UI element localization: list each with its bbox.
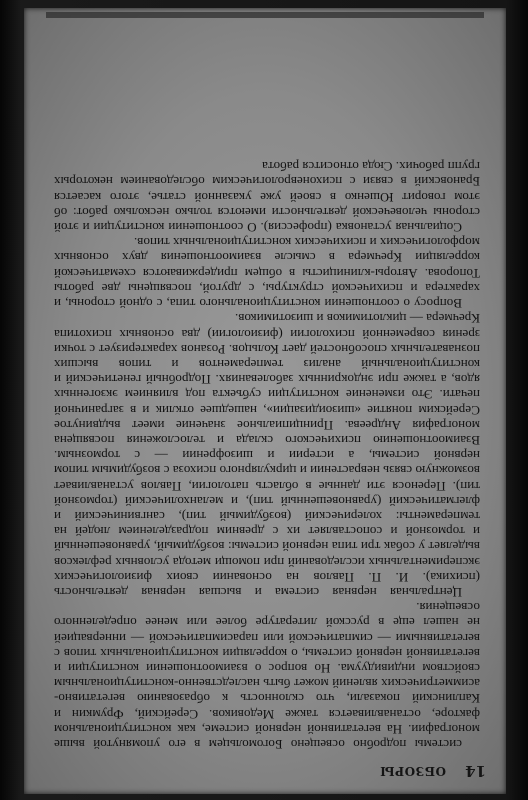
body-text [54,159,480,752]
page-number: 14 [465,762,486,780]
page-sheet [24,8,506,794]
paragraph-1: системы подробно освещено Богомольцем в его упомянутой выше монографии. На вегетативной нервной системе, как конституциональном факторе, останавливается также Медовиков. Серейский, Фрумкин и Каплинский показали, что склонность к образованию вегетативно-асимметрических явлений может быть наследственно-конституциональным свойством индивидуума. Но вопрос о взаимоотношении конституции и вегетативной нервной системы, о корреляции конституциональных типов с вегетативными — симпатической или парасимпатической — иннервацией не нашел еще в русской литературе более или менее определенного освещения. [54,600,480,752]
page-header [44,760,486,780]
paragraph-2: Центральная нервная система и высшая нервная деятельность (психика). И. П. Павлов на основании своих физиологических экспериментальных исследований при помощи метода условных рефлексов выделяет у собак три типа нервной системы: возбудимый, уравновешенный и тормозной и сопоставляет их с древним подразделением людей на темпераменты: холерический (возбудимый тип), сангвинический и флегматический (уравновешенный тип), и меланхолический (тормозной тип). Перенося эти данные в область патологии, Павлов устанавливает возможную связь неврастении и циркулярного психоза с возбудимым типом нервной системы, а истерии и шизофрении — с тормозным. Взаимоотношению психического склада и телосложения посвящена монография Андреева. Принципиальное значение имеет выдвинутое Серейским понятие «шизоидизации», нашедшее отклик и в заграничной печати. Это изменение конституции субъекта под влиянием экзогенных ядов, а также при эндокринных заболеваниях. Подробный генетический и конституциональный анализ темпераментов и типов высших познавательных способностей дает Кольцов. Розанов характеризует с точки зрения современной психологии (физиологии) два основных психотипа Кречмера — циклотимиков и шизотимиков. [54,311,480,600]
section-title: ОБЗОРЫ [379,764,446,778]
paragraph-4: Социальная установка (профессия). О соотношении конституции и этой стороны человеческой деятельности имеются только несколько работ: об этом говорит Юшенко в своей уже указанной статье, этого касается Брановский в связи с психоневрологическим обследованием некоторых групп рабочих. Сюда относится работа [54,159,480,236]
paragraph-3: Вопросу о соотношении конституционального типа, с одной стороны, и характера и психической структуры, с другой, посвящены две работы Топорова. Авторы-клиницисты в общем придерживаются схематической корреляции Кречмера в смысле взаимоотношения двух основных морфологических и психических конституциональных типов. [54,235,480,312]
page-edge-shadow [46,12,484,18]
